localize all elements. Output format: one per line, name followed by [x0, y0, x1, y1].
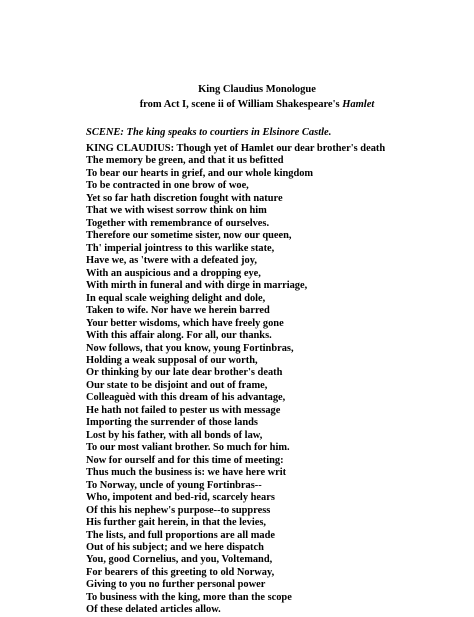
monologue-line: That we with wisest sorrow think on him: [86, 205, 267, 217]
monologue-line: Together with remembrance of ourselves.: [86, 217, 270, 229]
monologue-line: Yet so far hath discretion fought with nature: [86, 192, 283, 204]
monologue-line: Of these delated articles allow.: [86, 604, 221, 616]
monologue-line: With mirth in funeral and with dirge in marriage,: [86, 280, 308, 292]
monologue-line: For bearers of this greeting to old Norway,: [86, 566, 275, 578]
monologue-line: Th' imperial jointress to this warlike state,: [86, 242, 275, 254]
monologue-line: KING CLAUDIUS: Though yet of Hamlet our dear brother's death: [86, 143, 386, 154]
monologue-line: Lost by his father, with all bonds of law,: [86, 429, 263, 441]
monologue-line: Of this his nephew's purpose--to suppress: [86, 504, 271, 516]
document-title: King Claudius Monologue: [198, 84, 316, 95]
monologue-line: Out of his subject; and we here dispatch: [86, 542, 264, 553]
monologue-line: Your better wisdoms, which have freely gone: [86, 317, 284, 329]
subtitle-work-title: Hamlet: [342, 99, 375, 110]
monologue-line: Holding a weak supposal of our worth,: [86, 354, 258, 366]
monologue-line: You, good Cornelius, and you, Voltemand,: [86, 554, 273, 566]
monologue-line: The memory be green, and that it us befitted: [86, 155, 284, 167]
monologue-line: The lists, and full proportions are all made: [86, 529, 275, 541]
monologue-line: To our most valiant brother. So much for him.: [86, 442, 290, 454]
monologue-line: Who, impotent and bed-rid, scarcely hears: [86, 492, 275, 504]
monologue-line: With this affair along. For all, our thanks.: [86, 330, 272, 342]
monologue-line: With an auspicious and a dropping eye,: [86, 267, 261, 279]
scene-direction: SCENE: The king speaks to courtiers in Elsinore Castle.: [86, 127, 332, 138]
monologue-line: Colleaguèd with this dream of his advantage,: [86, 392, 286, 404]
monologue-line: In equal scale weighing delight and dole,: [86, 292, 266, 304]
monologue-line: Importing the surrender of those lands: [86, 417, 258, 429]
monologue-line: Now follows, that you know, young Fortinbras,: [86, 342, 294, 354]
monologue-text: [86, 143, 385, 617]
monologue-line: Have we, as 'twere with a defeated joy,: [86, 255, 257, 267]
monologue-line: To bear our hearts in grief, and our whole kingdom: [86, 167, 314, 179]
monologue-line: Now for ourself and for this time of meeting:: [86, 454, 284, 466]
monologue-line: Therefore our sometime sister, now our queen,: [86, 230, 292, 242]
monologue-line: To Norway, uncle of young Fortinbras--: [86, 479, 262, 491]
monologue-line: Our state to be disjoint and out of frame,: [86, 379, 268, 391]
monologue-line: His further gait herein, in that the levies,: [86, 517, 266, 529]
monologue-line: Thus much the business is: we have here writ: [86, 467, 287, 479]
monologue-line: He hath not failed to pester us with message: [86, 404, 281, 416]
monologue-line: Or thinking by our late dear brother's death: [86, 367, 283, 379]
subtitle-prefix: from Act I, scene ii of William Shakespeare's: [139, 99, 343, 110]
monologue-line: Taken to wife. Nor have we herein barred: [86, 305, 270, 317]
monologue-line: Giving to you no further personal power: [86, 579, 266, 591]
monologue-line: To be contracted in one brow of woe,: [86, 180, 249, 192]
monologue-line: To business with the king, more than the scope: [86, 591, 292, 603]
document-subtitle: [20, 98, 474, 111]
